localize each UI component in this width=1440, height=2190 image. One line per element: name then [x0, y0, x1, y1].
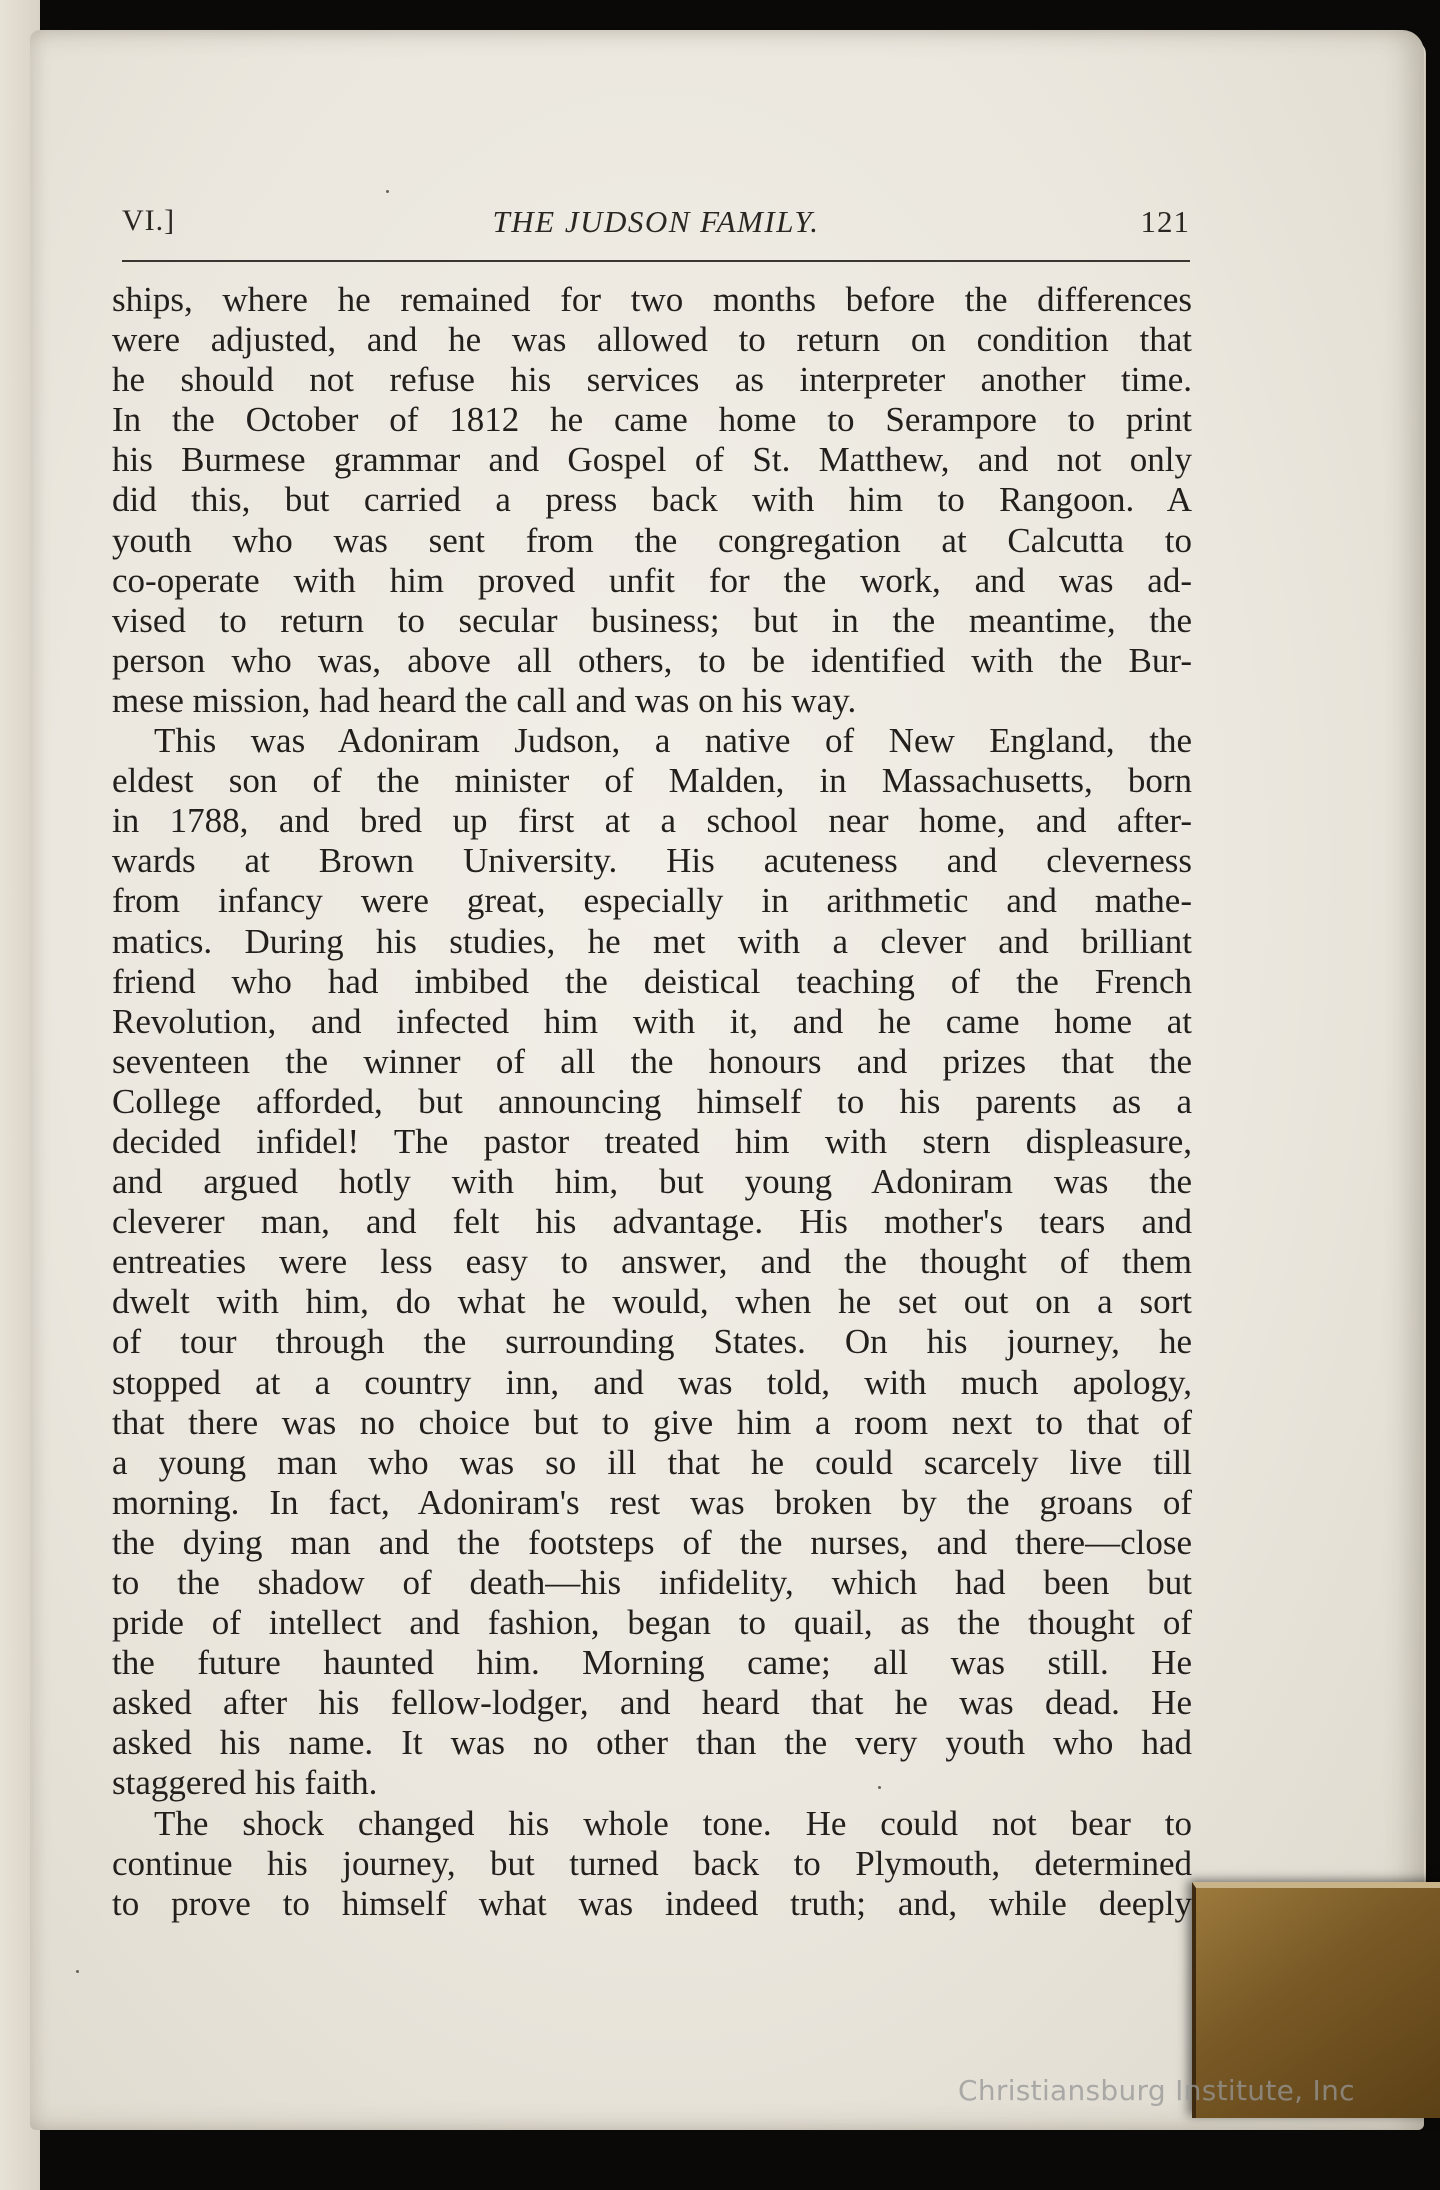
- text-line: cleverer man, and felt his advantage. His mother's tears and: [112, 1202, 1192, 1242]
- text-line: asked after his fellow-lodger, and heard that he was dead. He: [112, 1683, 1192, 1723]
- text-line: Revolution, and infected him with it, and he came home at: [112, 1001, 1192, 1041]
- paragraph: [112, 280, 1192, 721]
- paragraph: [112, 721, 1192, 1804]
- text-line: of tour through the surrounding States. On his journey, he: [112, 1322, 1192, 1362]
- text-line: wards at Brown University. His acuteness and cleverness: [112, 841, 1192, 881]
- text-line: decided infidel! The pastor treated him with stern displeasure,: [112, 1121, 1192, 1161]
- body-text: [112, 280, 1192, 1924]
- watermark: Christiansburg Institute, Inc: [958, 2074, 1355, 2107]
- text-line: to the shadow of death—his infidelity, which had been but: [112, 1563, 1192, 1602]
- text-line: friend who had imbibed the deistical teaching of the French: [112, 961, 1192, 1001]
- text-line: his Burmese grammar and Gospel of St. Matthew, and not only: [112, 440, 1192, 480]
- text-line: that there was no choice but to give him a room next to that of: [112, 1402, 1192, 1442]
- text-line: vised to return to secular business; but in the meantime, the: [112, 600, 1192, 640]
- text-line: the future haunted him. Morning came; all was still. He: [112, 1643, 1192, 1683]
- text-line: co-operate with him proved unfit for the work, and was ad-: [112, 560, 1192, 600]
- chapter-number: VI.]: [122, 204, 176, 237]
- text-line: morning. In fact, Adoniram's rest was broken by the groans of: [112, 1482, 1192, 1522]
- text-line: person who was, above all others, to be identified with the Bur-: [112, 640, 1192, 680]
- text-line: The shock changed his whole tone. He could not bear to: [154, 1803, 1192, 1843]
- text-line: in 1788, and bred up first at a school near home, and after-: [112, 801, 1192, 841]
- text-line: dwelt with him, do what he would, when he set out on a sort: [112, 1282, 1192, 1322]
- text-line: a young man who was so ill that he could scarcely live till: [112, 1442, 1192, 1482]
- text-line: entreaties were less easy to answer, and the thought of them: [112, 1242, 1192, 1282]
- text-line: he should not refuse his services as interpreter another time.: [112, 360, 1192, 400]
- text-line: College afforded, but announcing himself to his parents as a: [112, 1081, 1192, 1121]
- text-line: seventeen the winner of all the honours and prizes that the: [112, 1041, 1192, 1081]
- text-line: from infancy were great, especially in arithmetic and mathe-: [112, 881, 1192, 921]
- text-line: stopped at a country inn, and was told, with much apology,: [112, 1362, 1192, 1402]
- text-line: ships, where he remained for two months before the differences: [112, 280, 1192, 319]
- text-line: youth who was sent from the congregation at Calcutta to: [112, 520, 1192, 560]
- running-header: [122, 200, 1190, 262]
- paper-speck: [76, 1970, 79, 1973]
- paper-speck: [386, 190, 389, 193]
- text-line: the dying man and the footsteps of the nurses, and there—close: [112, 1522, 1192, 1562]
- text-line: to prove to himself what was indeed truth; and, while deeply: [112, 1883, 1192, 1923]
- paragraph: [112, 1804, 1192, 1924]
- text-line: In the October of 1812 he came home to Serampore to print: [112, 400, 1192, 440]
- text-line: asked his name. It was no other than the very youth who had: [112, 1723, 1192, 1763]
- text-line: continue his journey, but turned back to Plymouth, determined: [112, 1843, 1192, 1883]
- text-line: did this, but carried a press back with him to Rangoon. A: [112, 480, 1192, 520]
- running-title: THE JUDSON FAMILY.: [492, 204, 820, 239]
- text-line: matics. During his studies, he met with a clever and brilliant: [112, 921, 1192, 961]
- text-line: and argued hotly with him, but young Adoniram was the: [112, 1162, 1192, 1202]
- text-line: were adjusted, and he was allowed to return on condition that: [112, 320, 1192, 360]
- page-number: 121: [1140, 204, 1190, 239]
- text-line: This was Adoniram Judson, a native of New England, the: [154, 721, 1192, 761]
- text-line: pride of intellect and fashion, began to quail, as the thought of: [112, 1603, 1192, 1643]
- text-line: mese mission, had heard the call and was on his way.: [112, 680, 857, 720]
- text-line: staggered his faith.: [112, 1763, 378, 1803]
- text-line: eldest son of the minister of Malden, in Massachusetts, born: [112, 761, 1192, 801]
